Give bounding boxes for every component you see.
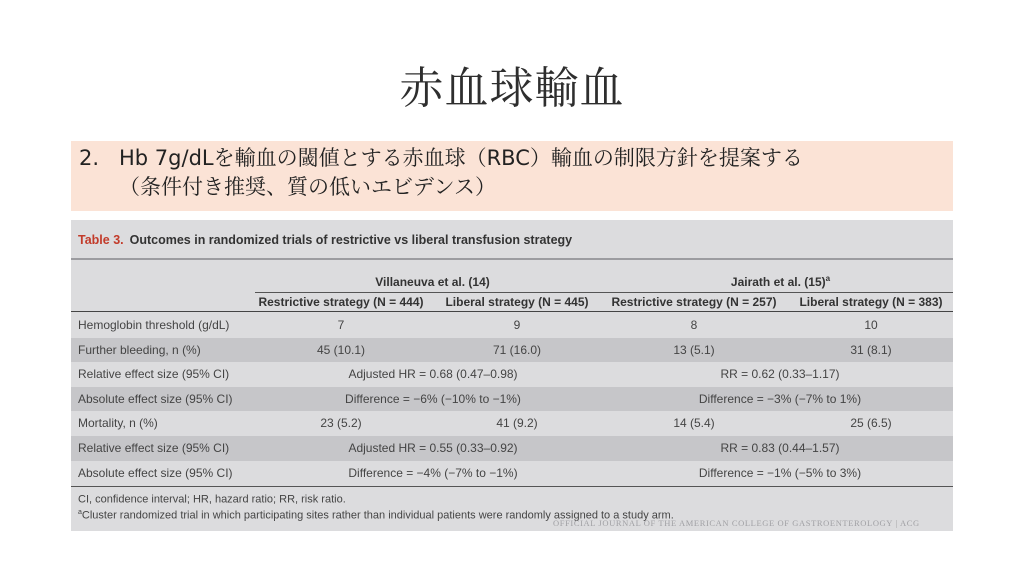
footnote-rule (71, 486, 953, 487)
recommendation-line-2: （条件付き推奨、質の低いエビデンス） (119, 175, 496, 199)
recommendation-text: Hb 7g/dLを輸血の閾値とする赤血球（RBC）輸血の制限方針を提案する (119, 146, 803, 170)
table-cell: Difference = −6% (−10% to −1%) (345, 391, 521, 406)
table-cell: 25 (6.5) (850, 416, 892, 431)
recommendation-number: 2. (79, 146, 100, 170)
row-label: Further bleeding, n (%) (78, 342, 201, 357)
table-row (71, 362, 953, 387)
caption-rule (71, 258, 953, 260)
table-cell: RR = 0.83 (0.44–1.57) (720, 441, 840, 455)
table-cell: Difference = −3% (−7% to 1%) (698, 391, 862, 406)
table-cell: 23 (5.2) (320, 416, 362, 431)
table-cell: 71 (16.0) (492, 342, 542, 357)
table-cell: RR = 0.62 (0.33–1.17) (720, 367, 840, 382)
table-cell: Difference = −1% (−5% to 3%) (698, 465, 862, 480)
recommendation-box (71, 141, 953, 211)
footnote-text: CI, confidence interval; HR, hazard ratio; RR, risk ratio. (78, 493, 346, 506)
table-cell: Difference = −4% (−7% to −1%) (348, 465, 518, 480)
table-title: Outcomes in randomized trials of restrictive vs liberal transfusion strategy (129, 233, 573, 247)
table-row (71, 338, 953, 363)
journal-watermark: OFFICIAL JOURNAL OF THE AMERICAN COLLEGE OF GASTROENTEROLOGY | ACG (553, 518, 920, 528)
group-rule-villaneuva (255, 292, 610, 293)
table-caption (78, 233, 572, 247)
row-label: Hemoglobin threshold (g/dL) (78, 318, 230, 332)
table-number: Table 3. (78, 233, 124, 247)
row-label: Absolute effect size (95% CI) (78, 465, 233, 480)
recommendation-line-1 (79, 144, 803, 173)
group-header-jairath (608, 274, 953, 289)
table-cell: 10 (864, 318, 878, 332)
table-row (71, 436, 953, 461)
header-rule (71, 311, 953, 312)
table-cell: 13 (5.1) (673, 342, 715, 357)
group-header-villaneuva (255, 274, 610, 289)
subhead-jairath-restrictive: Restrictive strategy (N = 257) (611, 295, 777, 309)
table-cell: 8 (690, 318, 698, 332)
group-name: Jairath et al. (15) (730, 275, 826, 289)
table-row (71, 313, 953, 338)
table-cell: Adjusted HR = 0.68 (0.47–0.98) (348, 367, 518, 382)
table-row (71, 387, 953, 412)
row-label: Absolute effect size (95% CI) (78, 391, 233, 406)
table-row (71, 461, 953, 486)
table-cell: 31 (8.1) (850, 342, 892, 357)
table-cell: Adjusted HR = 0.55 (0.33–0.92) (348, 441, 518, 455)
subhead-villaneuva-restrictive: Restrictive strategy (N = 444) (258, 295, 424, 309)
subhead-villaneuva-liberal: Liberal strategy (N = 445) (445, 295, 589, 309)
table-cell: 7 (337, 318, 345, 332)
table-cell: 41 (9.2) (496, 416, 538, 431)
group-rule-jairath (608, 292, 953, 293)
table-cell: 14 (5.4) (673, 416, 715, 431)
row-label: Relative effect size (95% CI) (78, 367, 230, 382)
group-sup: a (825, 274, 831, 283)
subhead-jairath-liberal: Liberal strategy (N = 383) (799, 295, 943, 309)
group-name: Villaneuva et al. (14) (375, 275, 490, 289)
outcomes-table (71, 220, 953, 531)
footnote-text: Cluster randomized trial in which participating sites rather than individual patients were randomly assigned to a study arm. (81, 509, 674, 522)
slide-title: 赤血球輸血 (399, 63, 625, 114)
table-cell: 9 (513, 318, 521, 332)
row-label: Mortality, n (%) (78, 416, 158, 431)
table-row (71, 411, 953, 436)
table-cell: 45 (10.1) (316, 342, 366, 357)
footnote-abbreviations (78, 493, 346, 506)
footnote-sup: a (78, 509, 82, 516)
row-label: Relative effect size (95% CI) (78, 441, 230, 455)
